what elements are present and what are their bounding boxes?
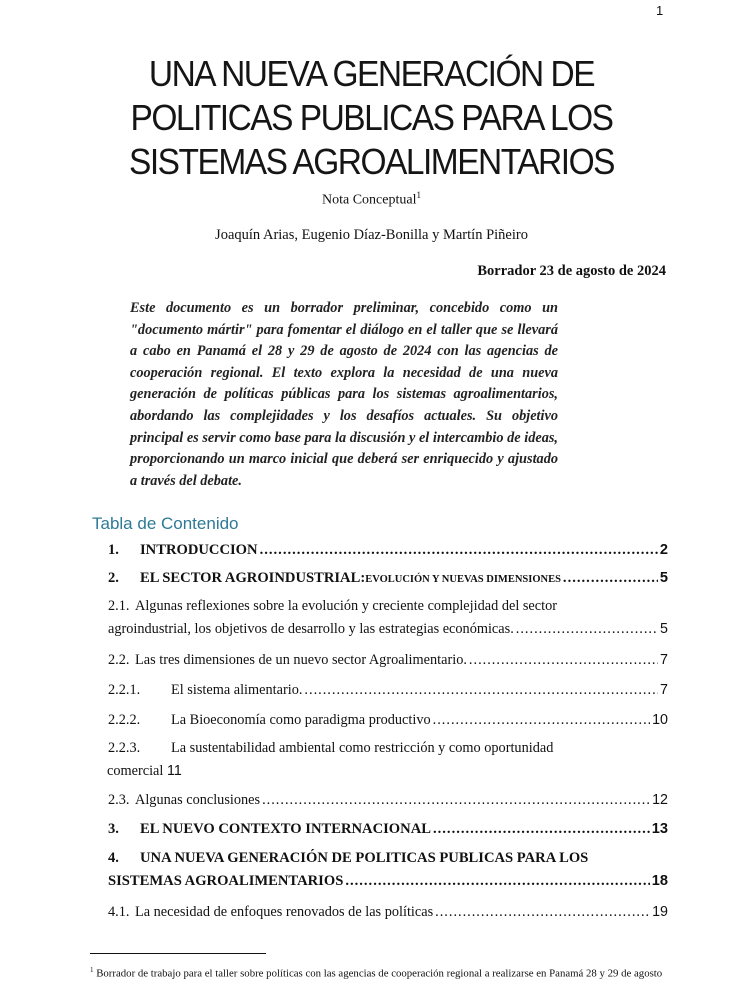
toc-entry-text-cont: SISTEMAS AGROALIMENTARIOS — [108, 873, 344, 889]
toc-entry[interactable] — [108, 792, 668, 815]
toc-entry-page: 12 — [652, 792, 668, 808]
toc-entry-number: 2.2.3. — [108, 740, 141, 756]
toc-entry-number: 4.1. — [108, 904, 130, 920]
toc-entry-number: 2.2.2. — [108, 712, 141, 728]
toc-entry[interactable] — [108, 598, 668, 644]
toc-entry-number: 2.1. — [108, 598, 130, 614]
toc-entry-text-smallcaps: EVOLUCIÓN Y NUEVAS DIMENSIONES — [365, 574, 561, 585]
toc-entry-page: 10 — [652, 712, 668, 728]
toc-leader-dots — [469, 652, 658, 669]
footnote-ref[interactable]: 1 — [416, 190, 421, 200]
toc-leader-dots — [345, 873, 649, 890]
subtitle-text: Nota Conceptual — [322, 192, 417, 208]
toc-entry-number: 3. — [108, 821, 119, 837]
toc-entry-page: 7 — [660, 682, 668, 698]
title-line: SISTEMAS AGROALIMENTARIOS — [129, 141, 614, 182]
authors: Joaquín Arias, Eugenio Díaz-Bonilla y Martín Piñeiro — [215, 227, 528, 243]
toc-entry-text: INTRODUCCION — [140, 542, 258, 558]
toc-leader-dots — [516, 621, 658, 638]
title-line: UNA NUEVA GENERACIÓN DE — [148, 53, 595, 94]
footnote-text: Borrador de trabajo para el taller sobre políticas con las agencias de cooperación regional a realizarse en Panamá 28 y 29 de agosto — [96, 967, 663, 980]
toc-entry[interactable] — [108, 850, 668, 896]
toc-entry-text: La necesidad de enfoques renovados de las políticas — [135, 904, 434, 920]
toc-entry-page: 5 — [660, 621, 668, 637]
toc-entry-text: Las tres dimensiones de un nuevo sector Agroalimentario. — [135, 652, 467, 668]
subtitle — [0, 190, 743, 209]
toc-entry-number: 2.2. — [108, 652, 130, 668]
toc-entry-page: 7 — [660, 652, 668, 668]
toc-entry-number: 1. — [108, 542, 119, 558]
toc-leader-dots — [262, 792, 650, 809]
draft-date: Borrador 23 de agosto de 2024 — [477, 263, 666, 279]
toc-heading: Tabla de Contenido — [92, 514, 239, 533]
toc-entry-number: 2.3. — [108, 792, 130, 808]
footnote — [90, 962, 670, 983]
title-line: POLITICAS PUBLICAS PARA LOS — [130, 97, 613, 138]
toc-entry-page: 13 — [651, 821, 668, 837]
toc-entry[interactable] — [108, 542, 668, 565]
toc-entry-text: El sistema alimentario. — [171, 682, 303, 698]
toc-entry[interactable] — [108, 740, 668, 786]
footnote-divider — [90, 953, 266, 954]
abstract: Este documento es un borrador preliminar, concebido como un "documento mártir" para fomentar el diálogo en el taller que se llevará a cabo en Panamá el 28 y 29 de agosto de 2024 con las agencias de cooperación regional. El texto explora la necesidad de una nueva generación de políticas públicas para los sistemas agroalimentarios, abordando las complejidades y los desafíos actuales. Su objetivo principal es servir como base para la discusión y el intercambio de ideas, proporcionando un marco inicial que deberá ser enriquecido y ajustado a través del debate. — [130, 300, 558, 489]
toc-entry[interactable] — [108, 821, 668, 844]
toc-entry-page: 18 — [651, 873, 668, 889]
toc-entry-text: La Bioeconomía como paradigma productivo — [171, 712, 431, 728]
toc-entry-text-cont: comercial — [107, 763, 164, 779]
toc-entry-text: EL NUEVO CONTEXTO INTERNACIONAL — [140, 821, 431, 837]
toc-entry-number: 4. — [108, 850, 119, 866]
toc-entry[interactable] — [108, 570, 668, 593]
toc-leader-dots — [563, 570, 658, 587]
toc-entry-text: La sustentabilidad ambiental como restricción y como oportunidad — [171, 740, 554, 756]
toc-entry-text: UNA NUEVA GENERACIÓN DE POLITICAS PUBLICAS PARA LOS — [140, 850, 589, 866]
toc-entry[interactable] — [108, 682, 668, 705]
toc-entry-text: Algunas conclusiones — [135, 792, 261, 808]
toc-entry[interactable] — [108, 652, 668, 675]
toc-entry-page: 19 — [652, 904, 668, 920]
document-title — [0, 52, 743, 184]
toc-entry-number: 2. — [108, 570, 119, 586]
toc-entry-text: Algunas reflexiones sobre la evolución y creciente complejidad del sector — [135, 598, 557, 614]
toc-entry-page: 2 — [659, 542, 668, 558]
toc-leader-dots — [260, 542, 658, 559]
toc-entry-text: EL SECTOR AGROINDUSTRIAL: — [140, 570, 366, 586]
toc-leader-dots — [433, 821, 650, 838]
toc-entry-page: 5 — [659, 570, 668, 586]
footnote-mark: 1 — [90, 966, 94, 974]
toc-entry-text-cont: agroindustrial, los objetivos de desarrollo y las estrategias económicas. — [108, 621, 514, 637]
toc-entry-number: 2.2.1. — [108, 682, 141, 698]
toc-entry-page: 11 — [166, 763, 182, 779]
toc-leader-dots — [433, 712, 650, 729]
toc-entry[interactable] — [108, 712, 668, 735]
toc-leader-dots — [435, 904, 650, 921]
toc-leader-dots — [304, 682, 658, 699]
toc-entry[interactable] — [108, 904, 668, 927]
page-number: 1 — [656, 3, 664, 18]
